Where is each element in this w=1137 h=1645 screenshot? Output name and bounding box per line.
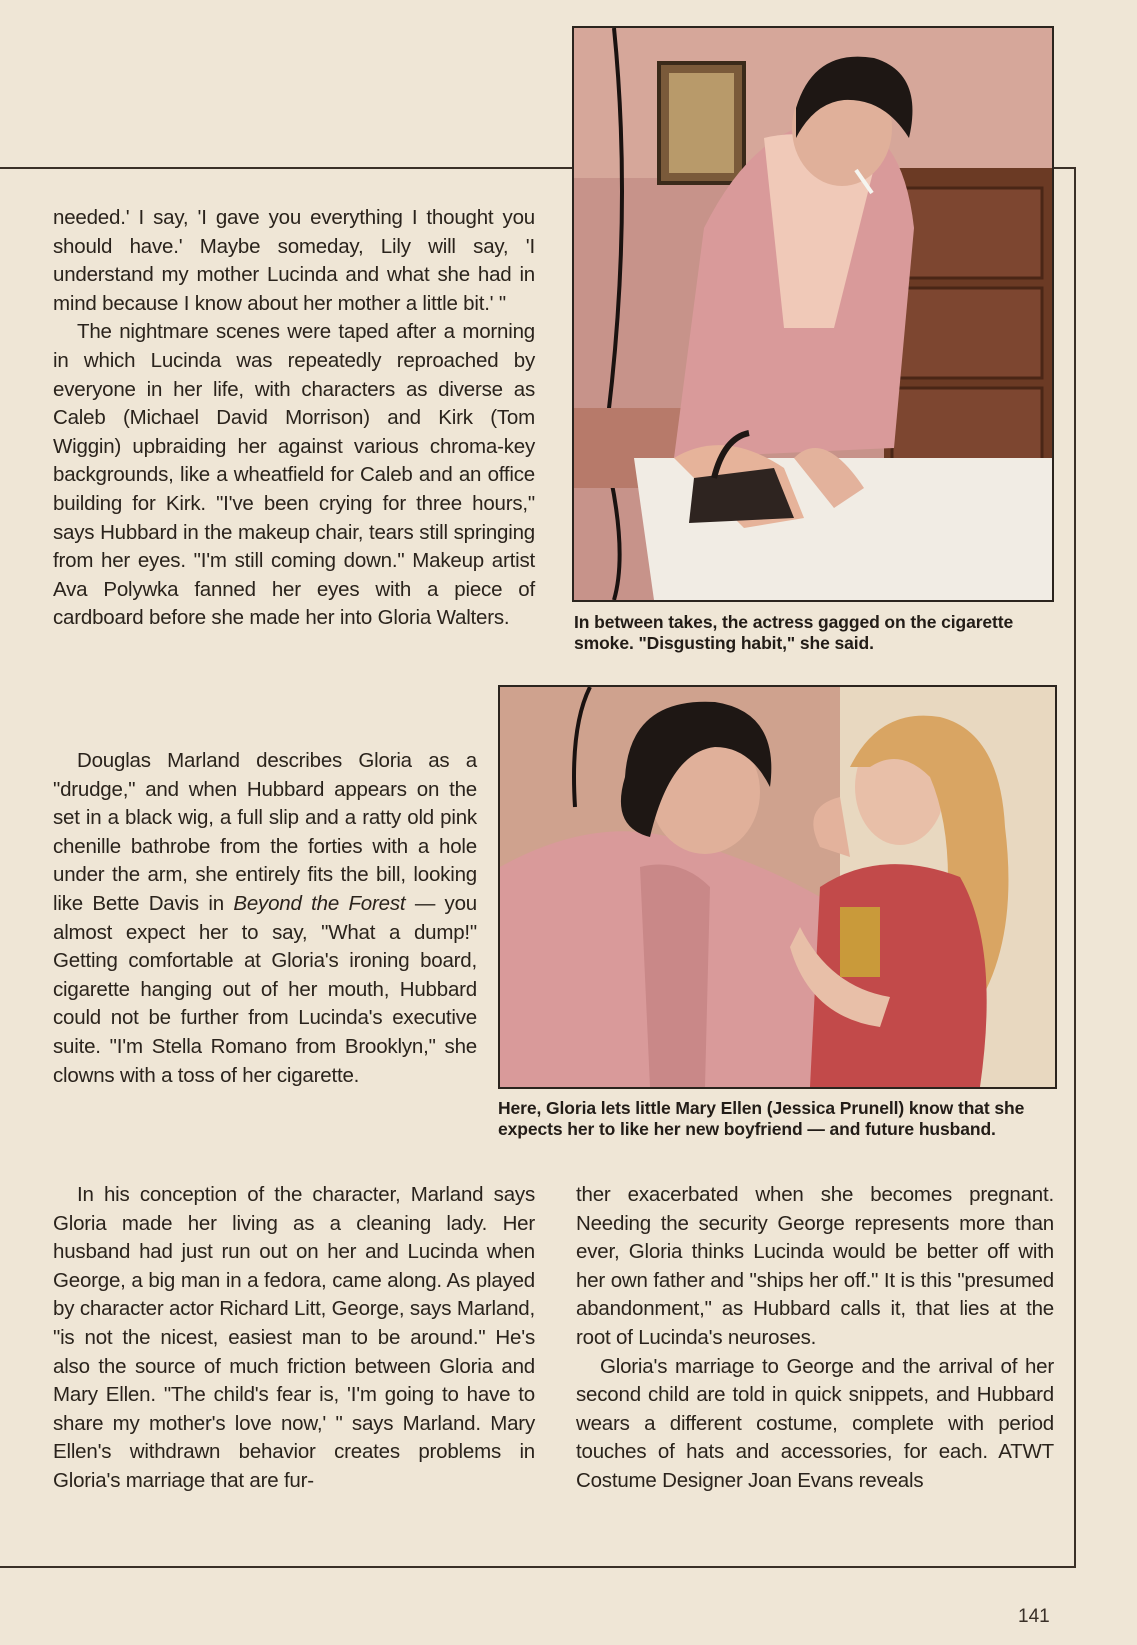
column-left-lower [53, 1181, 535, 1496]
paragraph-6: Gloria's marriage to George and the arrival of her second child are told in quick snippets, and Hubbard wears a different costume, complete with period touches of hats and accessories, for each. ATWT Costume Designer Joan Evans reveals [576, 1354, 1054, 1492]
caption-photo-gloria-mary-ellen: Here, Gloria lets little Mary Ellen (Jessica Prunell) know that she expects her to like her new boyfriend — and future husband. [498, 1098, 1025, 1139]
paragraph-4: In his conception of the character, Marland says Gloria made her living as a cleaning lady. Her husband had just run out on her and Lucinda when George, a big man in a fedora, came along. As played by character actor Richard Litt, George, says Marland, "is not the nicest, easiest man to be around." He's also the source of much friction between Gloria and Mary Ellen. "The child's fear is, 'I'm going to have to share my mother's love now,' " says Marland. Mary Ellen's withdrawn behavior creates problems in Gloria's marriage that are fur- [53, 1183, 535, 1492]
photo-gloria-mary-ellen [498, 685, 1057, 1089]
film-title: Beyond the Forest [233, 891, 406, 915]
caption-photo-ironing: In between takes, the actress gagged on the cigarette smoke. "Disgusting habit," she said. [574, 612, 1014, 653]
paragraph-3: Douglas Marland describes Gloria as a "drudge," and when Hubbard appears on the set in a black wig, a full slip and a ratty old pink chenille bathrobe from the forties with a hole under the arm, she entirely fits the bill, looking like Bette Davis in Beyond the Forest — you almost expect her to say, "What a dump!" Getting comfortable at Gloria's ironing board, cigarette hanging out of her mouth, Hubbard could not be further from Lucinda's executive suite. "I'm Stella Romano from Brooklyn," she clowns with a toss of her cigarette. [53, 749, 477, 1087]
right-rule [1074, 167, 1076, 1567]
page-number: 141 [1018, 1606, 1050, 1627]
photo-ironing [572, 26, 1054, 602]
column-left-upper [53, 204, 535, 633]
paragraph-5: ther exacerbated when she becomes pregnant. Needing the security George represents more than ever, Gloria thinks Lucinda would be better off with her own father and "ships her off." It is this "presumed abandonment," as Hubbard calls it, that lies at the root of Lucinda's neuroses. [576, 1183, 1054, 1349]
bottom-rule [0, 1566, 1076, 1568]
column-right-lower [576, 1181, 1054, 1496]
paragraph-1: needed.' I say, 'I gave you everything I thought you should have.' Maybe someday, Lily will say, 'I understand my mother Lucinda and what she had in mind because I know about her mother a little bit.' " [53, 206, 535, 315]
top-rule [0, 167, 573, 169]
column-left-middle [53, 747, 477, 1090]
paragraph-2a: The nightmare scenes were taped after a morning in which Lucinda was repeatedly reproached by everyone in her life, with characters as diverse as Caleb (Michael David Morrison) and Kirk (Tom Wiggin) upbraiding her against various chroma-key backgrounds, like a wheatfield for Caleb and an office building for Kirk. "I've been crying for three hours," says Hubbard in the makeup chair, tears still springing from her eyes. "I'm still coming down." Makeup artist Ava Polywka fanned her eyes with a piece of cardboard before she made her into Gloria Walters. [53, 320, 535, 630]
